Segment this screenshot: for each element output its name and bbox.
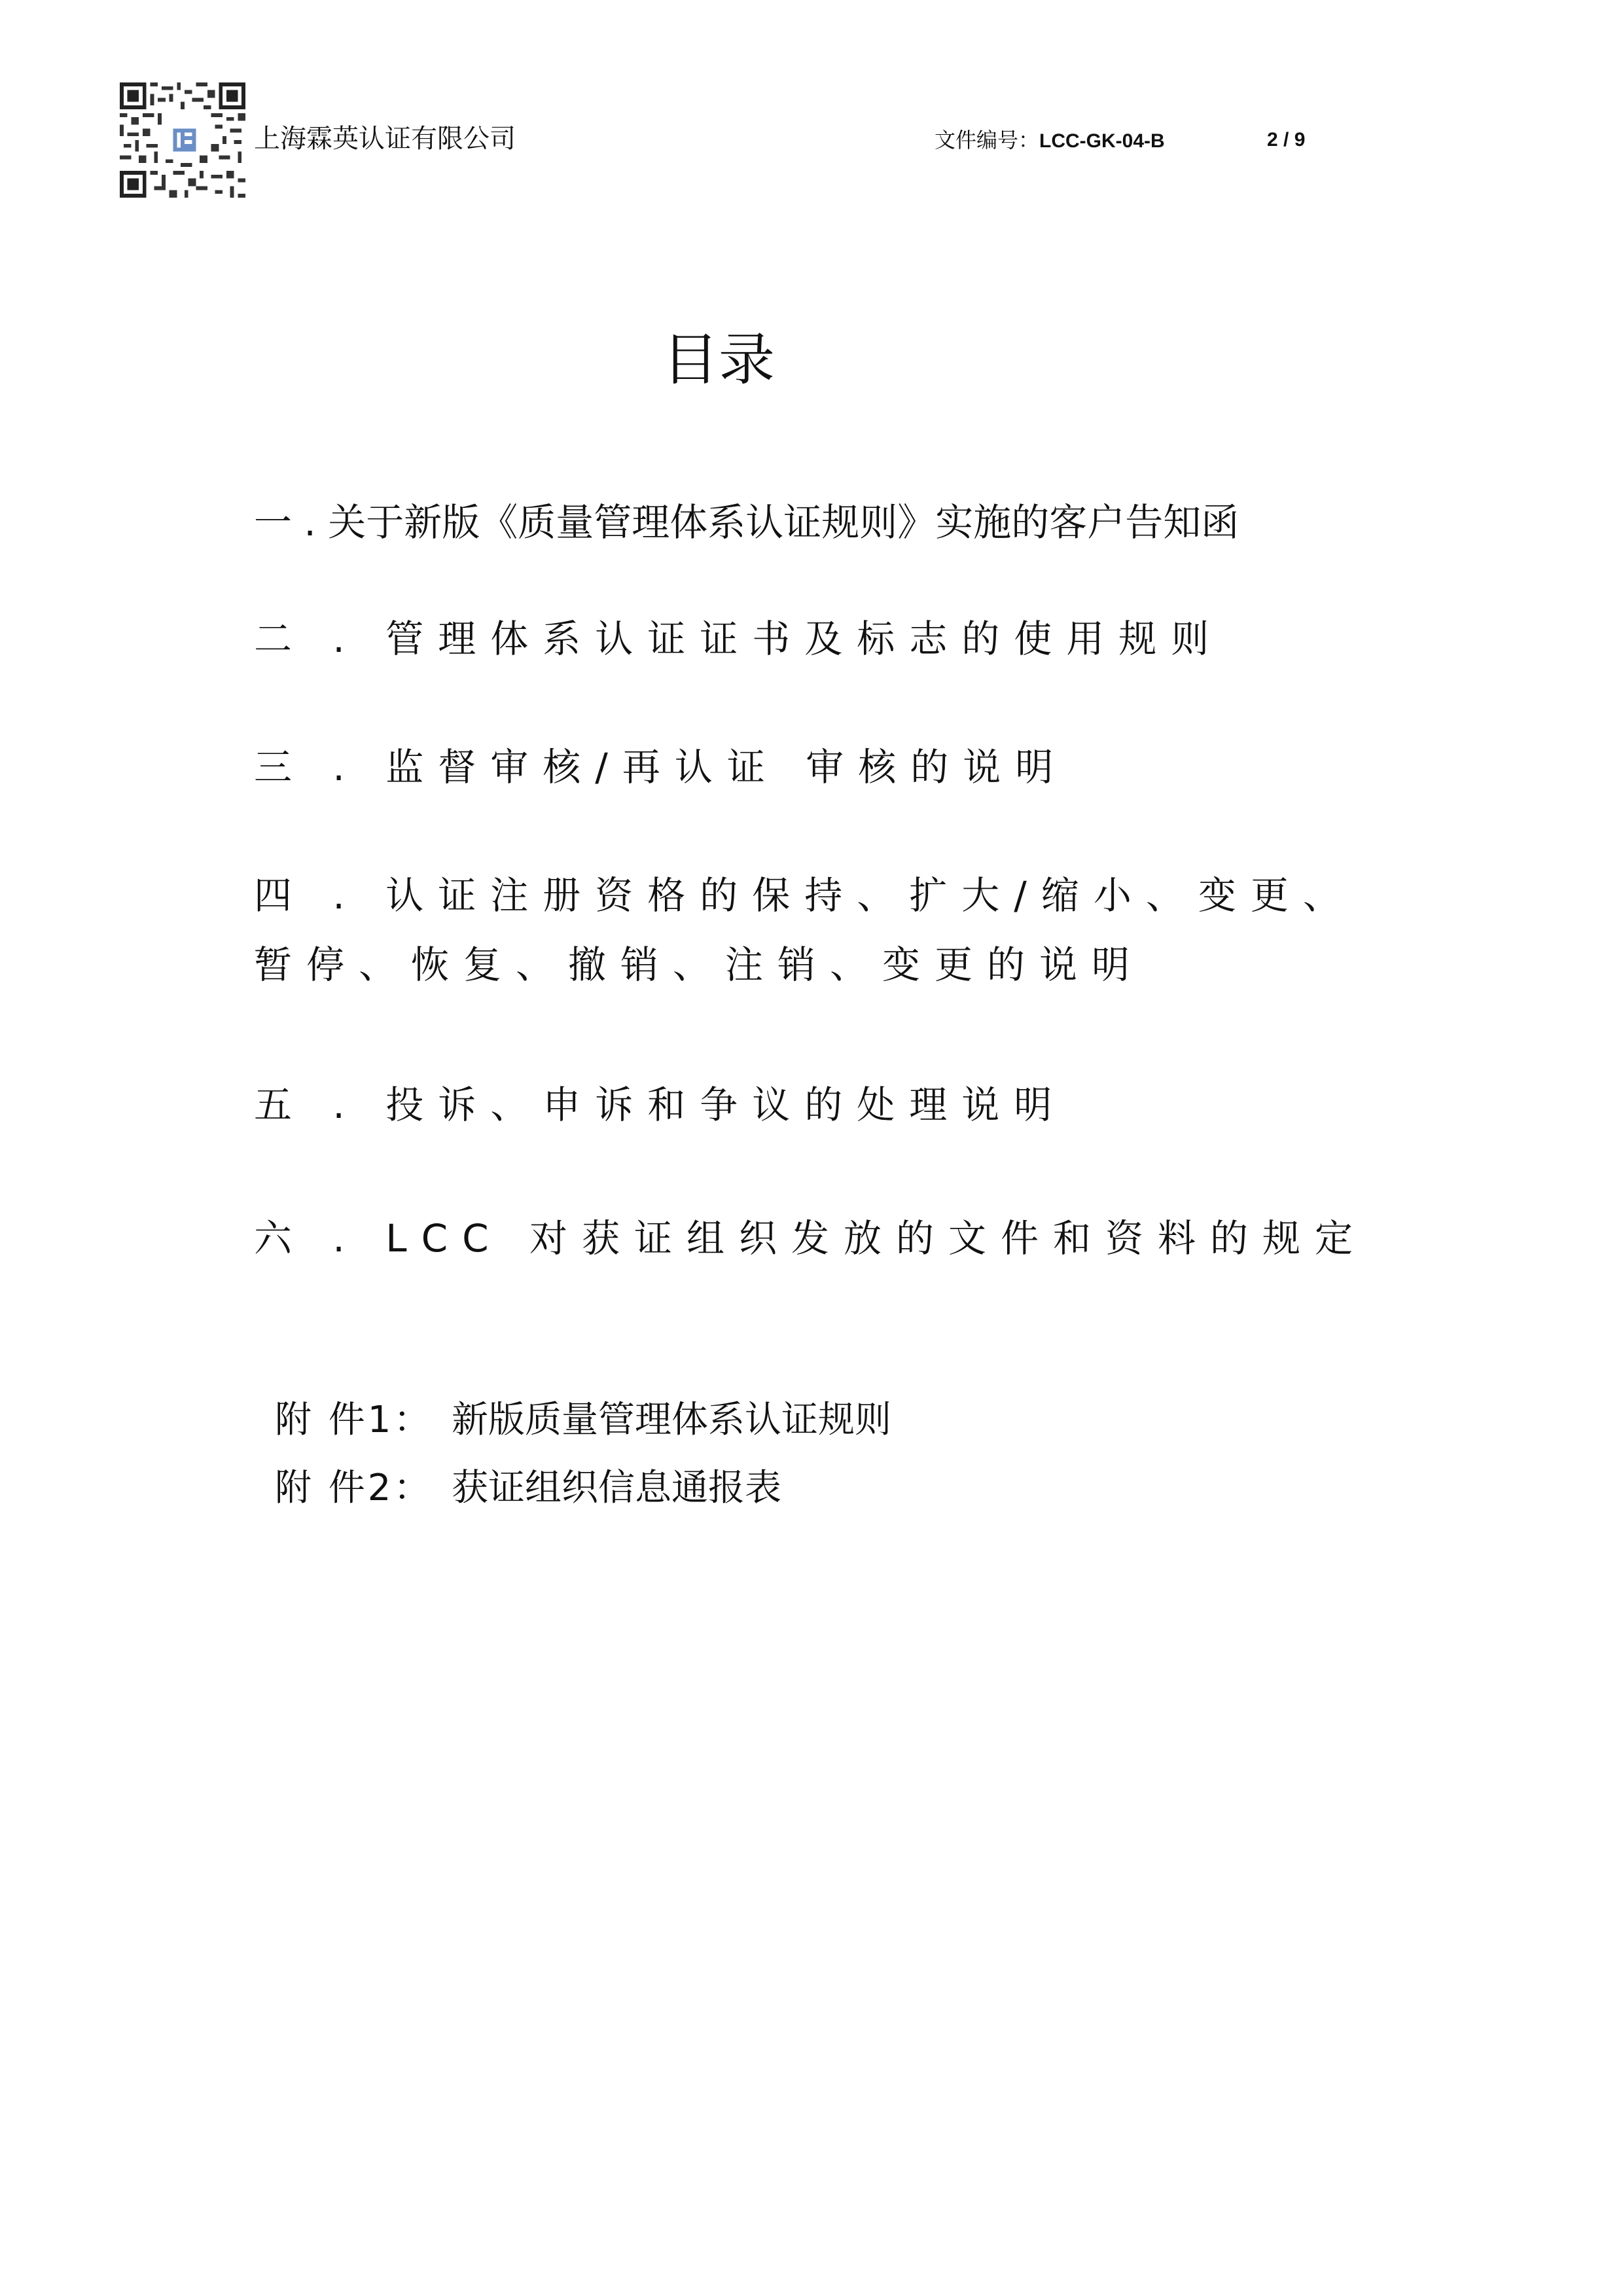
toc-item-5: 五 . 投诉、申诉和争议的处理说明 bbox=[254, 1083, 1067, 1127]
toc-item-6: 六 . LCC 对获证组织发放的文件和资料的规定 bbox=[254, 1216, 1368, 1261]
document-number-value: LCC-GK-04-B bbox=[1039, 130, 1165, 152]
attachment-1-label: 附 件1： bbox=[275, 1399, 433, 1441]
document-number bbox=[935, 127, 1165, 154]
qr-code bbox=[120, 82, 245, 198]
attachment-2-label: 附 件2： bbox=[275, 1467, 433, 1509]
toc-title: 目录 bbox=[662, 327, 775, 393]
page-number: 2 / 9 bbox=[1267, 129, 1306, 151]
attachment-2-title: 获证组织信息通报表 bbox=[452, 1467, 781, 1509]
attachment-1-title: 新版质量管理体系认证规则 bbox=[452, 1399, 891, 1441]
toc-item-4-line-2: 暂停、恢复、撤销、注销、变更的说明 bbox=[254, 942, 1145, 987]
toc-item-2: 二 . 管理体系认证证书及标志的使用规则 bbox=[254, 617, 1224, 661]
toc-item-3: 三 . 监督审核/再认证 审核的说明 bbox=[254, 745, 1068, 789]
toc-item-4-line-1: 四 . 认证注册资格的保持、扩大/缩小、变更、 bbox=[254, 873, 1355, 918]
document-number-label: 文件编号： bbox=[935, 128, 1040, 152]
toc-item-1: 一 . 关于新版《质量管理体系认证规则》实施的客户告知函 bbox=[254, 500, 1240, 545]
company-name: 上海霖英认证有限公司 bbox=[254, 124, 516, 154]
attachment-2 bbox=[275, 1456, 781, 1521]
attachment-1 bbox=[275, 1388, 891, 1453]
